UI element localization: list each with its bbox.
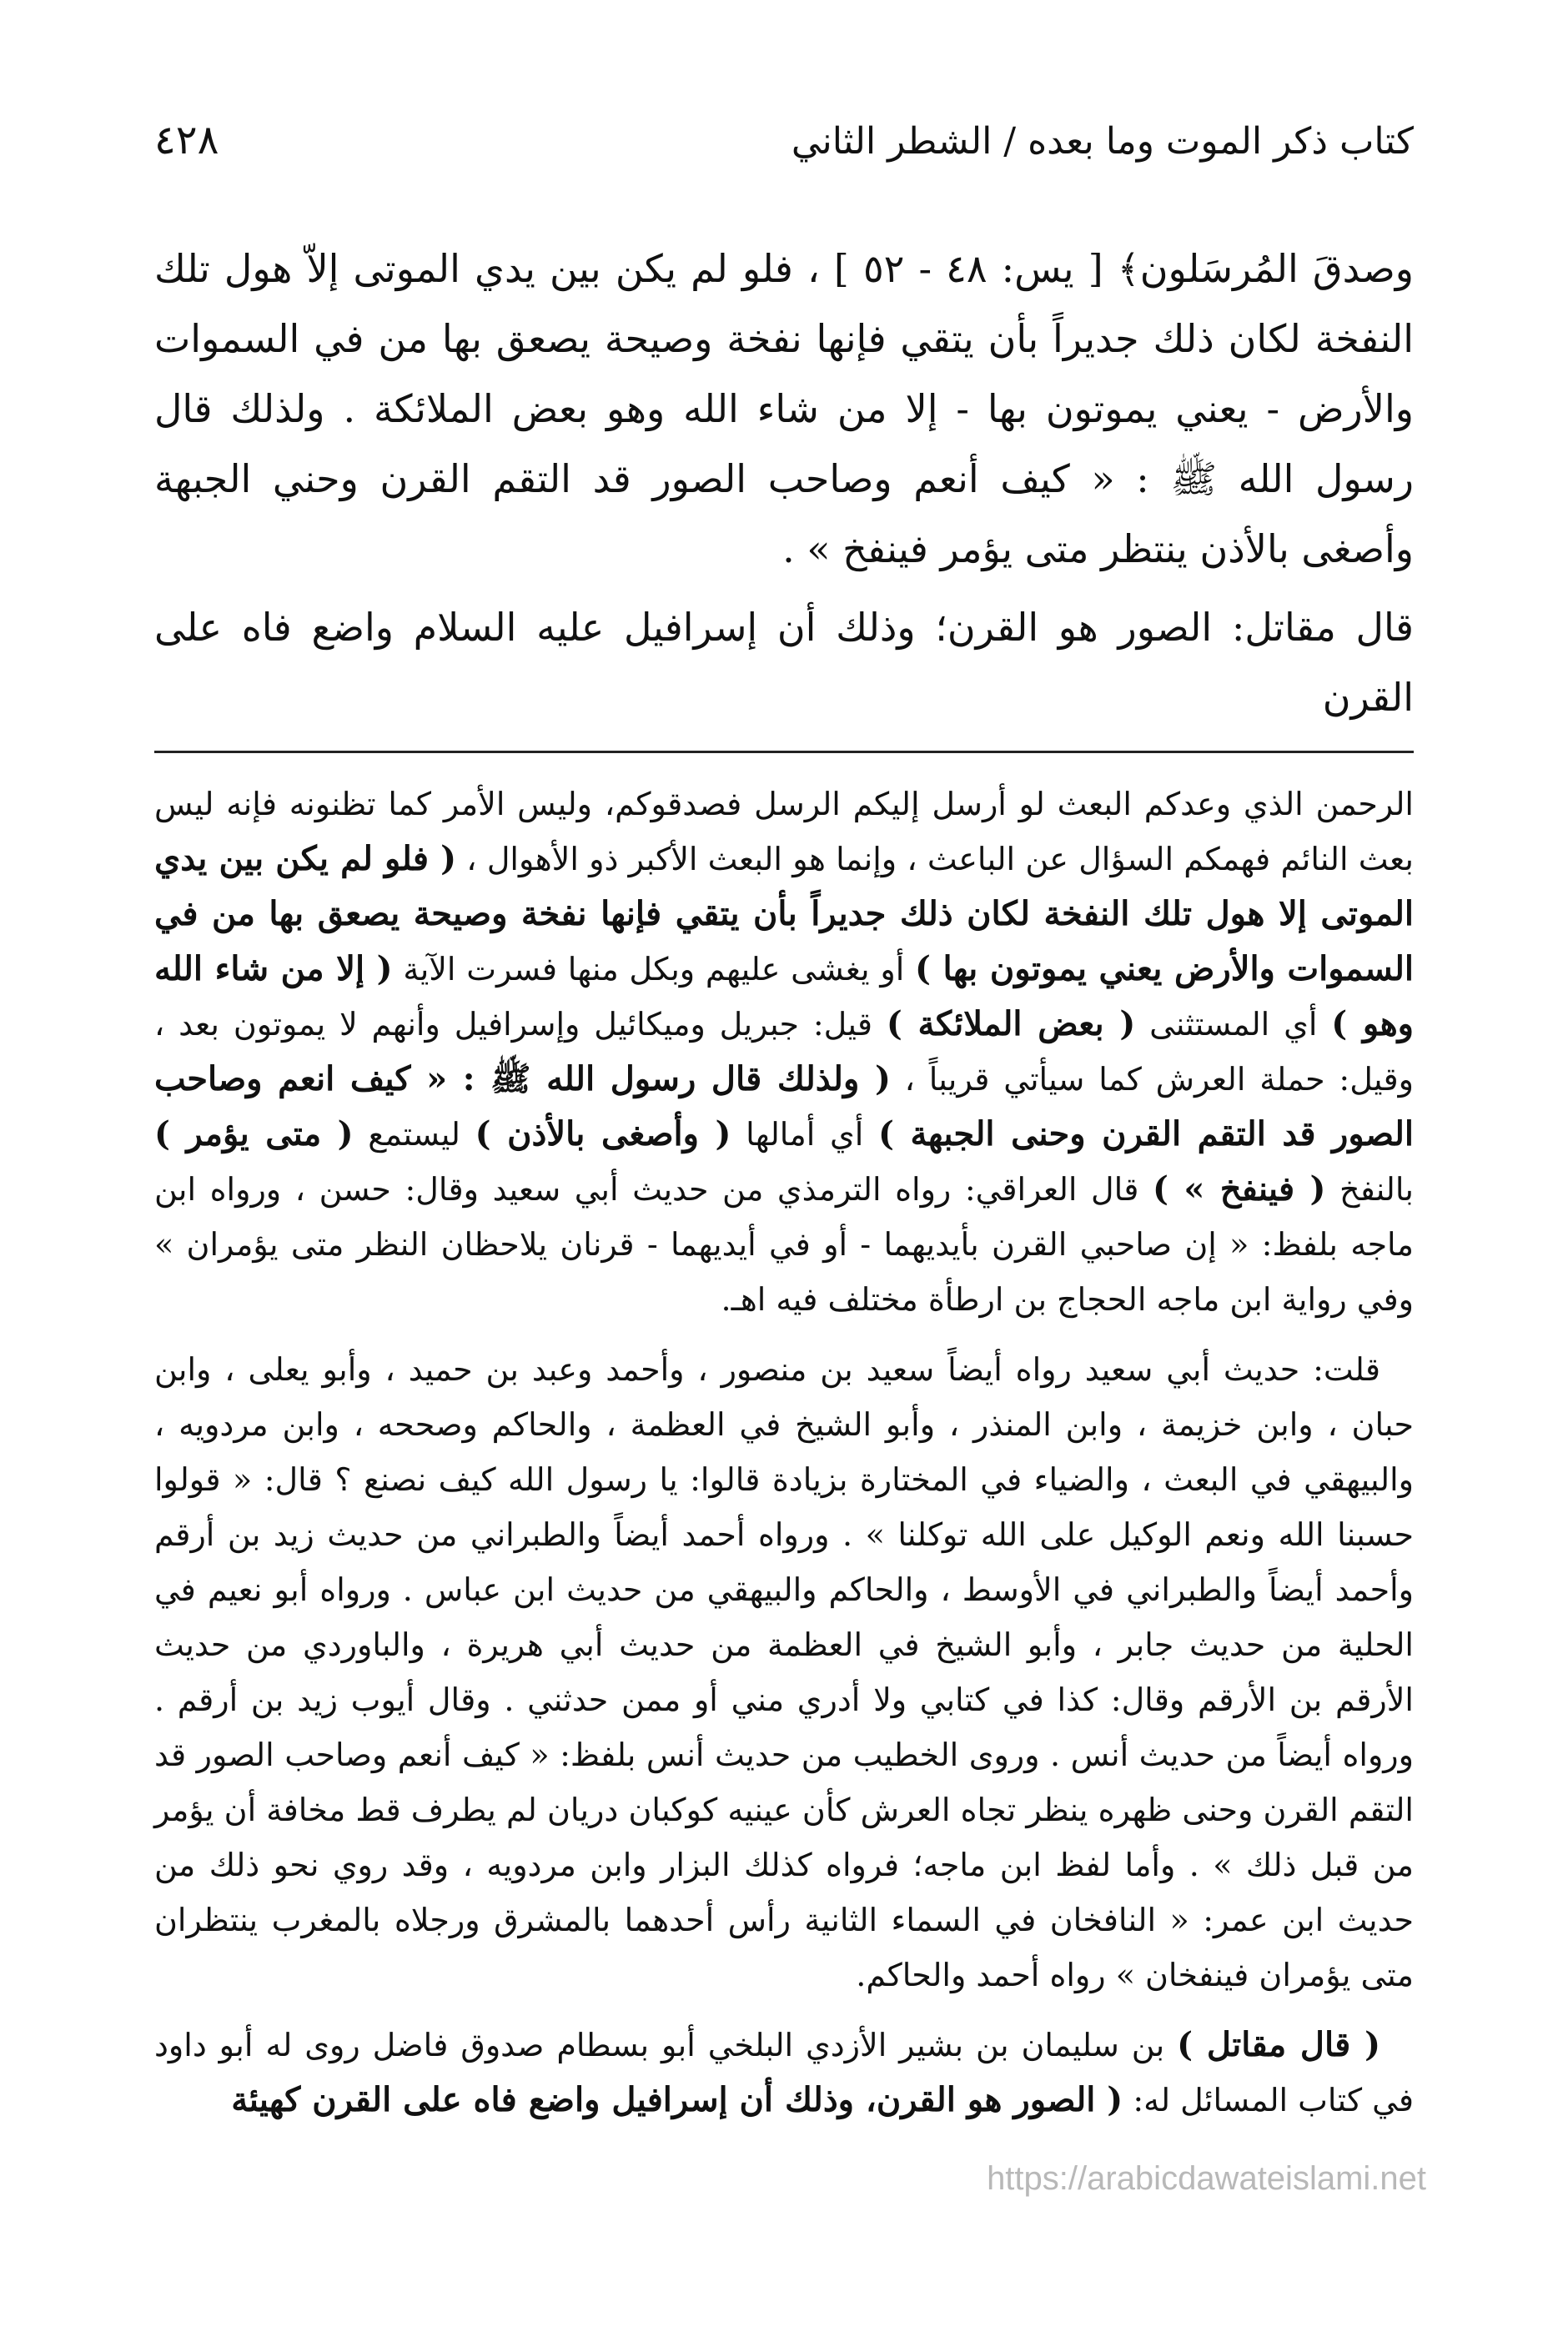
commentary-text-run: بالنفخ [1325, 1171, 1415, 1208]
main-text [154, 234, 1414, 732]
page-header [154, 117, 1414, 192]
quoted-matn: ( وأصغى بالأذن ) [475, 1114, 731, 1153]
watermark-url: https://arabicdawateislami.net [987, 2160, 1426, 2197]
commentary-text-run: قال العراقي: رواه الترمذي من حديث أبي سعيد وقال: حسن ، ورواه ابن ماجه بلفظ: « إن صاحبي القرن بأيديهما - أو في أيديهما - قرنان يلاحظان النظر متى يؤمران » وفي رواية ابن ماجه الحجاج بن ارطأة مختلف فيه اهـ. [154, 1171, 1414, 1318]
quoted-matn: ( إلا من شاء الله وهو ) [154, 949, 1414, 1043]
commentary-text-run: ليستمع [353, 1116, 475, 1153]
commentary-text-run: بن سليمان بن بشير الأزدي البلخي أبو بسطام صدوق فاضل روى له أبو داود في كتاب المسائل له: [154, 2027, 1414, 2118]
commentary-text-run: أو يغشى عليهم وبكل منها فسرت الآية [392, 951, 915, 988]
main-paragraph: قال مقاتل: الصور هو القرن؛ وذلك أن إسرافيل عليه السلام واضع فاه على القرن [154, 605, 1414, 720]
quoted-matn: ( بعض الملائكة ) [886, 1004, 1136, 1043]
commentary-text-run: أي أمالها [731, 1116, 878, 1153]
quoted-matn: ( فينفخ » ) [1153, 1169, 1326, 1209]
commentary-text-run: أي المستثنى [1135, 1006, 1332, 1043]
commentary-paragraph: قلت: حديث أبي سعيد رواه أيضاً سعيد بن منصور ، وأحمد وعبد بن حميد ، وأبو يعلى ، وابن حبان ، وابن خزيمة ، وابن المنذر ، وأبو الشيخ في العظمة ، والحاكم وصححه ، وابن مردويه ، والبيهقي في البعث ، والضياء في المختارة بزيادة قالوا: يا رسول الله كيف نصنع ؟ قال: « قولوا حسبنا الله ونعم الوكيل على الله توكلنا » . ورواه أحمد أيضاً والطبراني من حديث زيد بن أرقم وأحمد أيضاً والطبراني في الأوسط ، والحاكم والبيهقي من حديث ابن عباس . ورواه أبو نعيم في الحلية من حديث جابر ، وأبو الشيخ في العظمة من حديث أبي هريرة ، والباوردي من حديث الأرقم بن الأرقم وقال: كذا في كتابي ولا أدري مني أو ممن حدثني . وقال أيوب زيد بن أرقم . ورواه أيضاً من حديث أنس . وروى الخطيب من حديث أنس بلفظ: « كيف أنعم وصاحب الصور قد التقم القرن وحنى ظهره ينظر تجاه العرش كأن عينيه كوكبان دريان لم يطرف قط مخافة أن يؤمر من قبل ذلك » . وأما لفظ ابن ماجه؛ فرواه كذلك البزار وابن مردويه ، وقد روي نحو ذلك من حديث ابن عمر: « النافخان في السماء الثانية رأس أحدهما بالمشرق ورجلاه بالمغرب ينتظران متى يؤمران فينفخان » رواه أحمد والحاكم. [154, 1351, 1415, 1993]
quoted-matn: ( الصور هو القرن، وذلك أن إسرافيل واضع فاه على القرن كهيئة [231, 2080, 1123, 2119]
commentary-text [154, 776, 1414, 2128]
quoted-matn: ( متى يؤمر ) [154, 1114, 354, 1153]
main-paragraph: وصدقَ المُرسَلون﴾ [ يس: ٤٨ - ٥٢ ] ، فلو لم يكن بين يدي الموتى إلاّ هول تلك النفخة لكان ذلك جديراً بأن يتقي فإنها نفخة وصيحة يصعق بها من في السموات والأرض - يعني يموتون بها - إلا من شاء الله وهو بعض الملائكة . ولذلك قال رسول الله ﷺ : « كيف أنعم وصاحب الصور قد التقم القرن وحني الجبهة وأصغى بالأذن ينتظر متى يؤمر فينفخ » . [154, 246, 1414, 571]
commentary-text-run: قيل: جبريل وميكائيل وإسرافيل وأنهم لا يموتون بعد ، وقيل: حملة العرش كما سيأتي قريباً ، [154, 1006, 1415, 1098]
page-number: ٤٢٨ [154, 117, 219, 163]
commentary-paragraph [154, 2018, 1414, 2128]
quoted-matn: ( ولذلك قال رسول الله ﷺ : « كيف انعم وصاحب الصور قد التقم القرن وحنى الجبهة ) [154, 1059, 1414, 1153]
running-title: كتاب ذكر الموت وما بعده / الشطر الثاني [791, 120, 1414, 163]
commentary-text-run: الرحمن الذي وعدكم البعث لو أرسل إليكم الرسل فصدقوكم، وليس الأمر كما تظنونه فإنه ليس بعث النائم فهمكم السؤال عن الباعث ، وإنما هو البعث الأكبر ذو الأهوال ، [154, 786, 1414, 877]
quoted-matn: ( فلو لم يكن بين يدي الموتى إلا هول تلك النفخة لكان ذلك جديراً بأن يتقي فإنها نفخة وصيحة يصعق بها من في السموات والأرض يعني يموتون بها ) [154, 839, 1415, 988]
quoted-matn: ( قال مقاتل ) [1177, 2025, 1380, 2064]
footnote-divider [154, 751, 1414, 753]
commentary-paragraph [154, 776, 1414, 1327]
